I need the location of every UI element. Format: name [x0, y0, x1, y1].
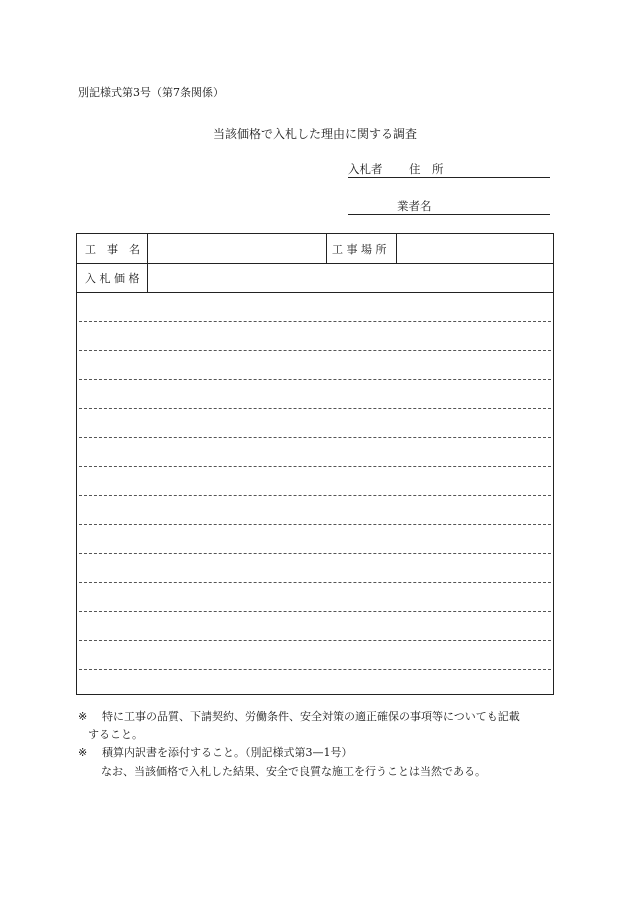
- note-mark: ※: [78, 746, 88, 759]
- bid-price-row: [77, 263, 553, 293]
- writing-line: [79, 321, 551, 322]
- writing-line: [79, 466, 551, 467]
- page-title: 当該価格で入札した理由に関する調査: [212, 127, 417, 141]
- survey-form-table: [76, 233, 554, 695]
- project-location-label: 工 事 場 所: [332, 243, 387, 256]
- writing-line: [79, 669, 551, 670]
- writing-line: [79, 524, 551, 525]
- writing-line: [79, 553, 551, 554]
- company-label: 業者名: [397, 199, 432, 213]
- bidder-address-line: [348, 160, 550, 178]
- reason-text-area[interactable]: [77, 293, 553, 693]
- divider: [326, 234, 327, 263]
- note-2-text: 積算内訳書を添付すること。（別記様式第3—1号）: [102, 746, 353, 759]
- writing-line: [79, 640, 551, 641]
- bidder-label: 入札者: [348, 162, 383, 176]
- project-name-field[interactable]: [148, 234, 326, 263]
- bid-price-label: 入 札 価 格: [85, 272, 140, 285]
- project-row: [77, 234, 553, 264]
- bid-price-field[interactable]: [148, 263, 552, 292]
- writing-line: [79, 350, 551, 351]
- writing-line: [79, 582, 551, 583]
- writing-line: [79, 437, 551, 438]
- writing-line: [79, 408, 551, 409]
- form-number: 別記様式第3号（第7条関係）: [78, 86, 224, 99]
- project-name-label: 工 事 名: [85, 243, 140, 256]
- note-1-cont: すること。: [88, 728, 143, 741]
- note-3: なお、当該価格で入札した結果、安全で良質な施工を行うことは当然である。: [101, 765, 486, 778]
- writing-line: [79, 495, 551, 496]
- company-name-line: [348, 197, 550, 215]
- writing-line: [79, 611, 551, 612]
- note-1: [78, 708, 520, 724]
- note-2: [78, 744, 353, 760]
- note-mark: ※: [78, 710, 88, 723]
- writing-line: [79, 379, 551, 380]
- address-label: 住 所: [409, 162, 444, 176]
- note-1-line-1: 特に工事の品質、下請契約、労働条件、安全対策の適正確保の事項等についても記載: [102, 710, 520, 723]
- project-location-field[interactable]: [397, 234, 552, 263]
